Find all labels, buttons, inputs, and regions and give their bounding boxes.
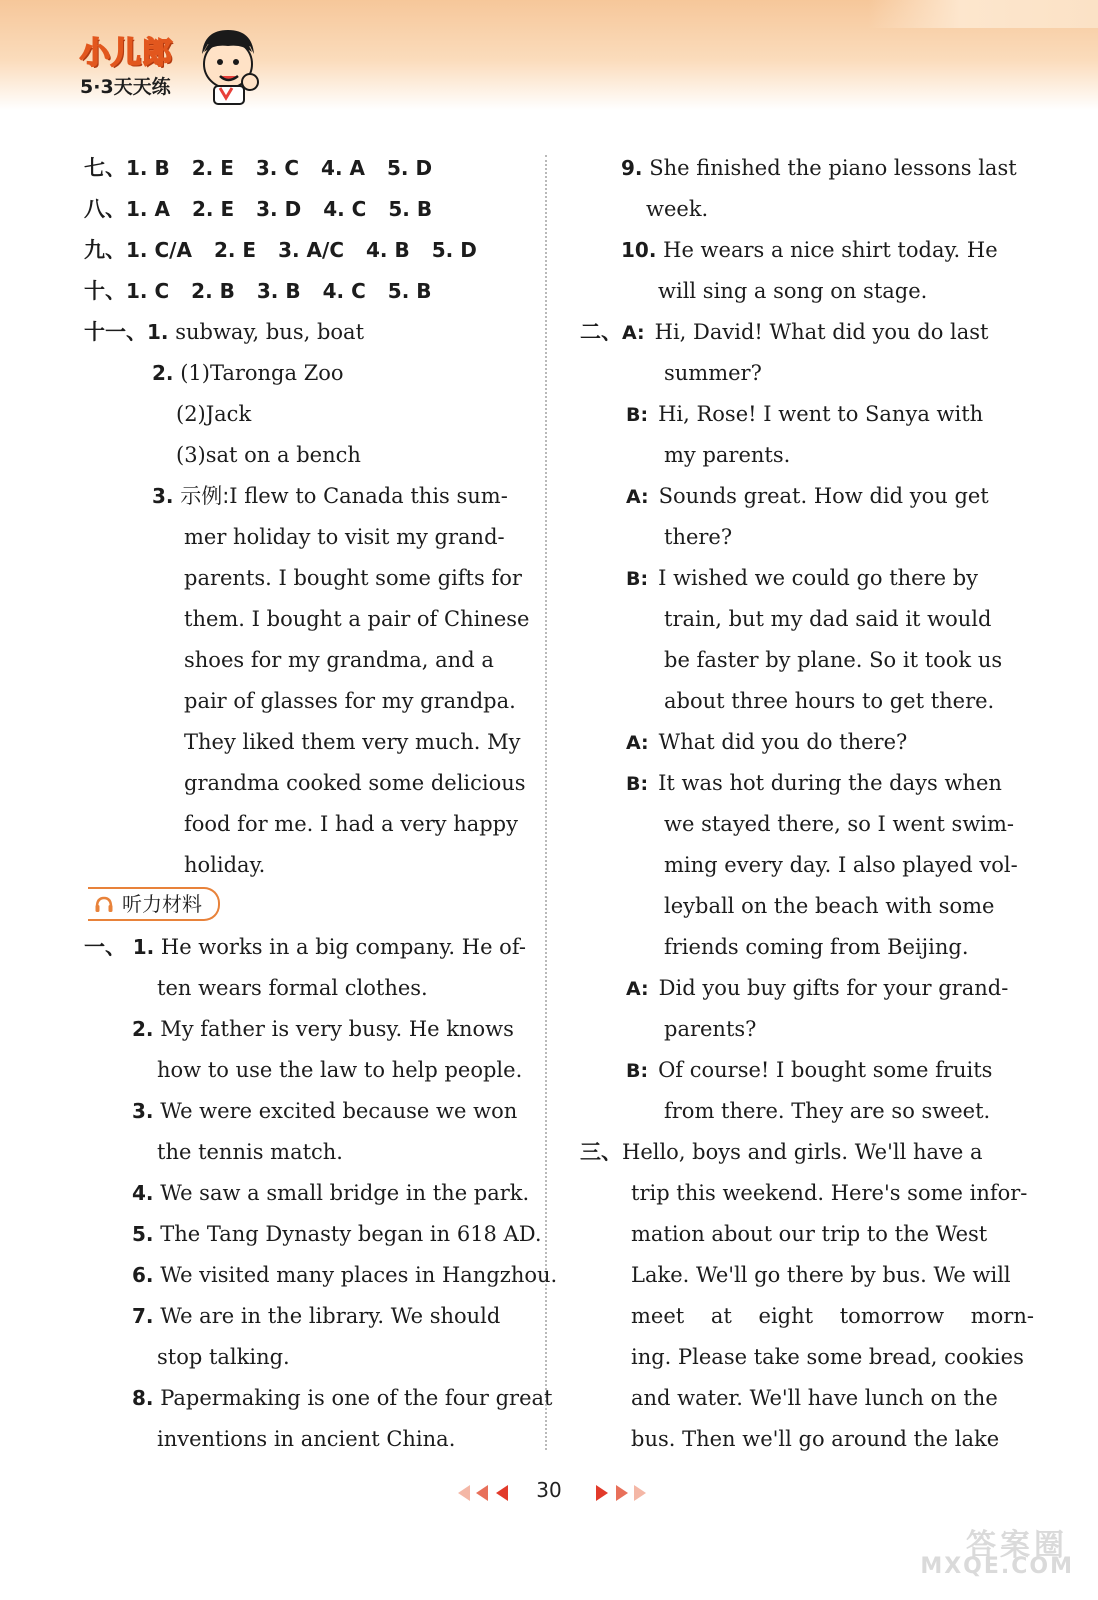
- example-prefix: 示例:: [180, 484, 230, 508]
- passage-text: Hello, boys and girls. We'll have a: [622, 1140, 983, 1164]
- section-label: 二、: [580, 320, 622, 344]
- dialogue-line: [580, 804, 1015, 845]
- answer-item: 2. E: [213, 238, 257, 262]
- answer-item: 5. D: [387, 156, 433, 180]
- section-label: 七、: [84, 156, 126, 180]
- dialogue-text: What did you do there?: [658, 730, 908, 754]
- speaker-label: B:: [626, 1060, 649, 1082]
- question-number: 8.: [132, 1386, 154, 1410]
- dialogue-text: friends coming from Beijing.: [664, 935, 969, 959]
- answer-text: pair of glasses for my grandpa.: [184, 689, 516, 713]
- passage-line: [580, 1337, 1024, 1378]
- answer-item: 1. C: [126, 279, 170, 303]
- sentence-line: [84, 1337, 524, 1378]
- dialogue-line: [580, 312, 1010, 353]
- section-label: 八、: [84, 197, 126, 221]
- answer-line: [84, 394, 524, 435]
- answer-text: I flew to Canada this sum-: [229, 484, 508, 508]
- sentence-text: We visited many places in Hangzhou.: [160, 1263, 558, 1287]
- dialogue-line: [580, 1009, 1010, 1050]
- sentence-text: He wears a nice shirt today. He: [663, 238, 998, 262]
- dialogue-line: [580, 640, 1010, 681]
- brand-name: 小儿郎: [80, 36, 173, 71]
- question-number: 2.: [152, 361, 174, 385]
- sentence-line: [84, 1050, 524, 1091]
- answer-item: 4. C: [323, 197, 367, 221]
- next-arrows-icon: [590, 1484, 648, 1502]
- sentence-text: will sing a song on stage.: [658, 279, 928, 303]
- left-column: [84, 148, 558, 1460]
- sentence-text: stop talking.: [157, 1345, 290, 1369]
- dialogue-line: [580, 722, 1010, 763]
- question-number: 7.: [132, 1304, 154, 1328]
- dialogue-line: [580, 558, 1010, 599]
- listening-item-1: [84, 927, 524, 968]
- dialogue-text: Sounds great. How did you get: [658, 484, 989, 508]
- answer-text: shoes for my grandma, and a: [184, 648, 494, 672]
- dialogue-line: [580, 353, 1010, 394]
- question-number: 9.: [621, 156, 643, 180]
- listening-tag: [88, 887, 220, 921]
- dialogue-text: Hi, David! What did you do last: [654, 320, 989, 344]
- answer-text: them. I bought a pair of Chinese: [184, 607, 530, 631]
- listening-item-6: [84, 1255, 558, 1296]
- answer-line: [84, 558, 524, 599]
- answer-item: 5. D: [431, 238, 477, 262]
- passage-line: [580, 1214, 1010, 1255]
- passage-line: [580, 1378, 1010, 1419]
- dialogue-line: [580, 681, 1010, 722]
- speaker-label: A:: [622, 322, 645, 344]
- passage-text: and water. We'll have lunch on the: [631, 1386, 998, 1410]
- passage-text: bus. Then we'll go around the lake: [631, 1427, 1000, 1451]
- section-label: 十一、: [84, 320, 147, 344]
- watermark-text: 答案圈: [966, 1528, 1068, 1563]
- listening-item-7: [84, 1296, 524, 1337]
- dialogue-line: [580, 1091, 1010, 1132]
- sentence-text: how to use the law to help people.: [157, 1058, 523, 1082]
- passage-text: Lake. We'll go there by bus. We will: [631, 1263, 1011, 1287]
- dialogue-line: [580, 476, 1010, 517]
- answer-text: They liked them very much. My: [184, 730, 521, 754]
- answer-text: mer holiday to visit my grand-: [184, 525, 505, 549]
- section-label: 十、: [84, 279, 126, 303]
- sentence-text: My father is very busy. He knows: [160, 1017, 514, 1041]
- sentence-line: [84, 1419, 524, 1460]
- listening-header: [84, 886, 524, 927]
- passage-line: [580, 1296, 1034, 1337]
- sentence-line: [84, 1132, 524, 1173]
- dialogue-line: [580, 968, 1010, 1009]
- dialogue-text: Hi, Rose! I went to Sanya with: [658, 402, 984, 426]
- listening-item-2: [84, 1009, 524, 1050]
- brand-logo: [74, 26, 254, 106]
- dialogue-line: [580, 927, 1010, 968]
- dialogue-line: [580, 1050, 1010, 1091]
- answer-line: [84, 804, 524, 845]
- listening-item-3: [84, 1091, 524, 1132]
- sentence-text: inventions in ancient China.: [157, 1427, 456, 1451]
- dialogue-line: [580, 435, 1010, 476]
- answer-item: 1. B: [126, 156, 170, 180]
- answer-item: 5. B: [388, 197, 433, 221]
- question-number: 3.: [152, 484, 174, 508]
- sentence-text: She finished the piano lessons last: [649, 156, 1017, 180]
- dialogue-text: It was hot during the days when: [658, 771, 1002, 795]
- dialogue-text: about three hours to get there.: [664, 689, 995, 713]
- sentence-text: He works in a big company. He of-: [160, 935, 526, 959]
- answer-text: holiday.: [184, 853, 266, 877]
- question-number: 6.: [132, 1263, 154, 1287]
- answer-text: subway, bus, boat: [175, 320, 365, 344]
- answer-item: 4. A: [321, 156, 365, 180]
- page-footer: [0, 1476, 1098, 1512]
- dialogue-line: [580, 763, 1010, 804]
- dialogue-text: be faster by plane. So it took us: [664, 648, 1003, 672]
- answer-item: 5. B: [387, 279, 432, 303]
- answer-item: 4. C: [322, 279, 366, 303]
- section-11-q3: [84, 476, 524, 517]
- listening-item-5: [84, 1214, 542, 1255]
- answer-row-9: [84, 230, 524, 271]
- question-number: 2.: [132, 1017, 154, 1041]
- passage-line: [580, 1173, 1028, 1214]
- answer-row-7: [84, 148, 524, 189]
- answer-line: [84, 722, 524, 763]
- answer-item: 1. C/A: [126, 238, 192, 262]
- passage-line: [580, 1419, 1010, 1460]
- dialogue-text: from there. They are so sweet.: [664, 1099, 991, 1123]
- answer-item: 3. C: [255, 156, 300, 180]
- passage-line: [580, 1255, 1010, 1296]
- answer-item: 3. D: [256, 197, 302, 221]
- answer-row-10: [84, 271, 524, 312]
- passage-text: trip this weekend. Here's some infor-: [631, 1181, 1028, 1205]
- answer-line: [84, 435, 524, 476]
- answer-line: [84, 517, 524, 558]
- watermark: [908, 1520, 1078, 1580]
- dialogue-line: [580, 394, 1010, 435]
- dialogue-text: summer?: [664, 361, 762, 385]
- sentence-text: We are in the library. We should: [160, 1304, 501, 1328]
- answer-item: 1. A: [126, 197, 170, 221]
- listening-item-10: [580, 230, 1010, 271]
- speaker-label: B:: [626, 568, 649, 590]
- dialogue-text: train, but my dad said it would: [664, 607, 992, 631]
- answer-item: 3. A/C: [278, 238, 345, 262]
- answer-line: [84, 845, 524, 886]
- listening-item-9: [580, 148, 1017, 189]
- dialogue-text: I wished we could go there by: [658, 566, 979, 590]
- answer-text: (3)sat on a bench: [176, 443, 361, 467]
- speaker-label: A:: [626, 978, 649, 1000]
- sentence-line: [84, 968, 524, 1009]
- answer-text: grandma cooked some delicious: [184, 771, 526, 795]
- headphones-icon: [94, 895, 114, 913]
- series-name: 5·3天天练: [80, 76, 171, 98]
- answer-text: food for me. I had a very happy: [184, 812, 518, 836]
- speaker-label: A:: [626, 486, 649, 508]
- speaker-label: B:: [626, 773, 649, 795]
- section-label: 一、: [84, 935, 126, 959]
- section-label: 三、: [580, 1140, 622, 1164]
- prev-arrows-icon: [456, 1484, 514, 1502]
- dialogue-line: [580, 886, 1010, 927]
- sentence-text: Papermaking is one of the four great: [160, 1386, 553, 1410]
- sentence-text: We saw a small bridge in the park.: [160, 1181, 530, 1205]
- sentence-line: [580, 271, 1010, 312]
- question-number: 1.: [147, 320, 169, 344]
- answer-item: 2. E: [191, 197, 235, 221]
- question-number: 3.: [132, 1099, 154, 1123]
- dialogue-line: [580, 517, 1010, 558]
- question-number: 10.: [621, 238, 657, 262]
- dialogue-text: ming every day. I also played vol-: [664, 853, 1018, 877]
- question-number: 5.: [132, 1222, 154, 1246]
- answer-line: [84, 599, 530, 640]
- answer-row-8: [84, 189, 524, 230]
- answer-text: parents. I bought some gifts for: [184, 566, 522, 590]
- answer-line: [84, 763, 524, 804]
- dialogue-line: [580, 599, 1010, 640]
- question-number: 1.: [132, 935, 155, 959]
- speaker-label: A:: [626, 732, 649, 754]
- passage-text: mation about our trip to the West: [631, 1222, 988, 1246]
- right-column: [580, 148, 1034, 1460]
- passage-text: ing. Please take some bread, cookies: [631, 1345, 1024, 1369]
- dialogue-text: my parents.: [664, 443, 791, 467]
- sentence-text: week.: [646, 197, 709, 221]
- section-11-q1: [84, 312, 524, 353]
- listening-item-4: [84, 1173, 530, 1214]
- question-number: 4.: [132, 1181, 154, 1205]
- passage-line: [580, 1132, 1010, 1173]
- dialogue-text: we stayed there, so I went swim-: [664, 812, 1015, 836]
- answer-item: 3. B: [256, 279, 301, 303]
- sentence-text: We were excited because we won: [160, 1099, 518, 1123]
- listening-label: 听力材料: [122, 892, 202, 916]
- answer-item: 4. B: [366, 238, 410, 262]
- answer-line: [84, 640, 524, 681]
- mascot-icon: [192, 24, 262, 106]
- dialogue-text: leyball on the beach with some: [664, 894, 995, 918]
- dialogue-text: Of course! I bought some fruits: [658, 1058, 993, 1082]
- sentence-text: The Tang Dynasty began in 618 AD.: [160, 1222, 542, 1246]
- answer-text: (2)Jack: [176, 402, 252, 426]
- sentence-text: the tennis match.: [157, 1140, 343, 1164]
- dialogue-line: [580, 845, 1018, 886]
- watermark-url: MXQE.COM: [920, 1554, 1074, 1579]
- answer-item: 2. E: [191, 156, 234, 180]
- listening-item-8: [84, 1378, 553, 1419]
- dialogue-text: parents?: [664, 1017, 757, 1041]
- dialogue-text: there?: [664, 525, 733, 549]
- answer-text: (1)Taronga Zoo: [180, 361, 344, 385]
- passage-text: meet at eight tomorrow morn-: [631, 1304, 1034, 1328]
- answer-line: [84, 681, 524, 722]
- page-number: 30: [536, 1478, 562, 1502]
- dialogue-text: Did you buy gifts for your grand-: [658, 976, 1009, 1000]
- answer-item: 2. B: [191, 279, 235, 303]
- sentence-text: ten wears formal clothes.: [157, 976, 428, 1000]
- section-11-q2: [84, 353, 524, 394]
- section-label: 九、: [84, 238, 126, 262]
- speaker-label: B:: [626, 404, 649, 426]
- sentence-line: [580, 189, 1010, 230]
